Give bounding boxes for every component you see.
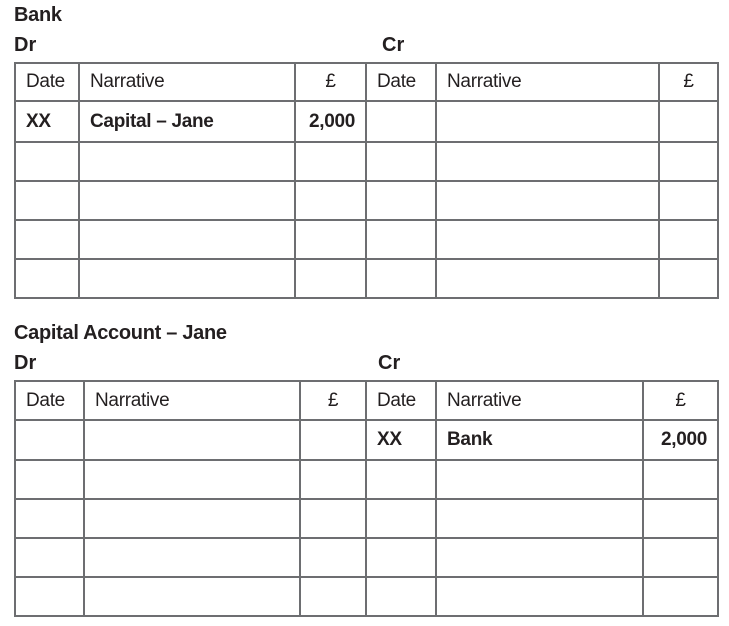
empty-cell <box>15 499 84 538</box>
bank-cr-date-header: Date <box>366 63 436 101</box>
empty-cell <box>300 460 366 499</box>
empty-cell <box>643 577 718 616</box>
bank-dr-date-header: Date <box>15 63 79 101</box>
capital-empty-row <box>15 577 718 616</box>
capital-empty-row <box>15 538 718 577</box>
empty-cell <box>643 460 718 499</box>
capital-cr-amount-header: £ <box>643 381 718 420</box>
empty-cell <box>366 499 436 538</box>
capital-entry-row <box>15 420 718 460</box>
bank-cr-narrative-header: Narrative <box>436 63 659 101</box>
empty-cell <box>436 577 643 616</box>
empty-cell <box>436 499 643 538</box>
bank-dr-date-cell: XX <box>15 101 79 142</box>
bank-dr-label: Dr <box>14 34 37 56</box>
capital-dr-amount-header: £ <box>300 381 366 420</box>
capital-dr-date-header: Date <box>15 381 84 420</box>
empty-cell <box>15 460 84 499</box>
bank-cr-label: Cr <box>382 34 405 56</box>
capital-cr-date-cell: XX <box>366 420 436 460</box>
capital-dr-amount-cell <box>300 420 366 460</box>
empty-cell <box>643 499 718 538</box>
empty-cell <box>84 460 300 499</box>
empty-cell <box>15 538 84 577</box>
capital-cr-narrative-cell: Bank <box>436 420 643 460</box>
bank-account-title: Bank <box>14 4 62 26</box>
capital-header-row <box>15 381 718 420</box>
capital-account-title: Capital Account – Jane <box>14 322 227 344</box>
empty-cell <box>300 499 366 538</box>
capital-cr-date-header: Date <box>366 381 436 420</box>
empty-cell <box>366 460 436 499</box>
empty-cell <box>15 577 84 616</box>
bank-dr-amount-cell: 2,000 <box>295 101 366 142</box>
capital-empty-row <box>15 460 718 499</box>
empty-cell <box>366 577 436 616</box>
empty-cell <box>436 460 643 499</box>
empty-cell <box>436 538 643 577</box>
capital-cr-narrative-header: Narrative <box>436 381 643 420</box>
empty-cell <box>84 499 300 538</box>
bank-dr-amount-header: £ <box>295 63 366 101</box>
bank-dr-narrative-header: Narrative <box>79 63 295 101</box>
capital-empty-row <box>15 499 718 538</box>
capital-cr-label: Cr <box>378 352 401 374</box>
empty-cell <box>84 577 300 616</box>
empty-cell <box>643 538 718 577</box>
empty-cell <box>366 538 436 577</box>
capital-cr-amount-cell: 2,000 <box>643 420 718 460</box>
empty-cell <box>84 538 300 577</box>
capital-dr-label: Dr <box>14 352 37 374</box>
empty-cell <box>300 577 366 616</box>
bank-dr-narrative-cell: Capital – Jane <box>79 101 295 142</box>
bank-cr-amount-header: £ <box>659 63 718 101</box>
empty-cell <box>300 538 366 577</box>
capital-dr-narrative-cell <box>84 420 300 460</box>
capital-dr-date-cell <box>15 420 84 460</box>
capital-dr-narrative-header: Narrative <box>84 381 300 420</box>
capital-ledger-table <box>14 380 719 617</box>
